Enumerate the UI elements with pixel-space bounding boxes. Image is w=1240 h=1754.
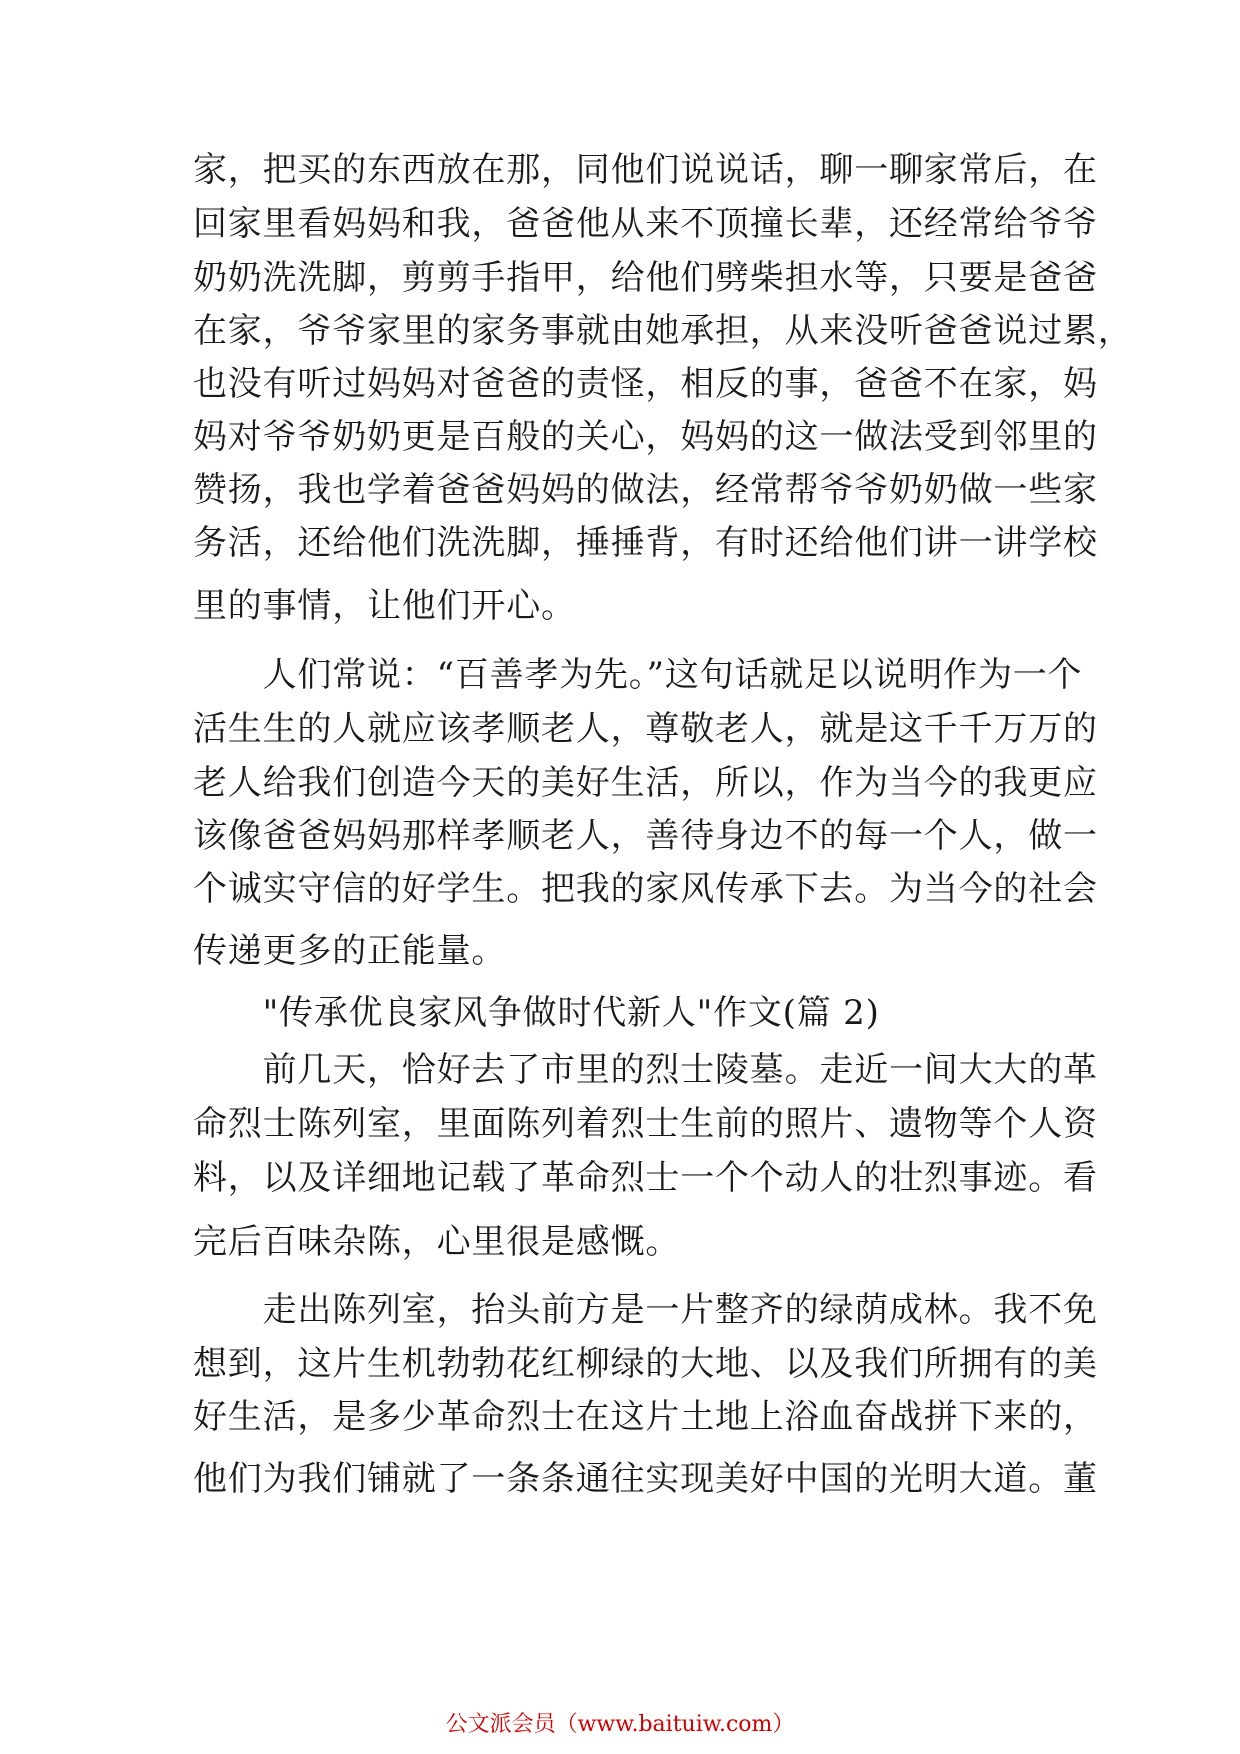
text-line: 料，以及详细地记载了革命烈士一个个动人的壮烈事迹。看 bbox=[193, 1158, 1098, 1198]
text-line: 个诚实守信的好学生。把我的家风传承下去。为当今的社会 bbox=[193, 869, 1098, 909]
text-line: 传递更多的正能量。 bbox=[193, 931, 507, 971]
text-line: 务活，还给他们洗洗脚，捶捶背，有时还给他们讲一讲学校 bbox=[193, 523, 1098, 563]
text-line: 老人给我们创造今天的美好生活，所以，作为当今的我更应 bbox=[193, 763, 1098, 803]
text-line: 人们常说：“百善孝为先。”这句话就足以说明作为一个 bbox=[193, 655, 1083, 695]
text-line: 也没有听过妈妈对爸爸的责怪，相反的事，爸爸不在家，妈 bbox=[193, 364, 1098, 404]
text-line: 完后百味杂陈，心里很是感慨。 bbox=[193, 1222, 681, 1262]
text-line: 家，把买的东西放在那，同他们说说话，聊一聊家常后，在 bbox=[193, 150, 1098, 190]
text-line: 想到，这片生机勃勃花红柳绿的大地、以及我们所拥有的美 bbox=[193, 1344, 1098, 1384]
text-line: 回家里看妈妈和我，爸爸他从来不顶撞长辈，还经常给爷爷 bbox=[193, 204, 1098, 244]
footer-watermark-link[interactable]: 公文派会员（www.baituiw.com） bbox=[445, 1712, 795, 1737]
text-line: 奶奶洗洗脚，剪剪手指甲，给他们劈柴担水等，只要是爸爸 bbox=[193, 258, 1098, 298]
essay-heading: "传承优良家风争做时代新人"作文(篇 2) bbox=[193, 993, 880, 1033]
text-line: 走出陈列室，抬头前方是一片整齐的绿荫成林。我不免 bbox=[193, 1290, 1098, 1330]
text-line: 命烈士陈列室，里面陈列着烈士生前的照片、遗物等个人资 bbox=[193, 1104, 1098, 1144]
text-line: 前几天，恰好去了市里的烈士陵墓。走近一间大大的革 bbox=[193, 1050, 1098, 1090]
text-line: 赞扬，我也学着爸爸妈妈的做法，经常帮爷爷奶奶做一些家 bbox=[193, 470, 1098, 510]
text-line: 他们为我们铺就了一条条通往实现美好中国的光明大道。董 bbox=[193, 1459, 1098, 1499]
text-line: 妈对爷爷奶奶更是百般的关心，妈妈的这一做法受到邻里的 bbox=[193, 417, 1098, 457]
text-line: 该像爸爸妈妈那样孝顺老人，善待身边不的每一个人，做一 bbox=[193, 816, 1098, 856]
text-line: 活生生的人就应该孝顺老人，尊敬老人，就是这千千万万的 bbox=[193, 709, 1098, 749]
text-line: 在家，爷爷家里的家务事就由她承担，从来没听爸爸说过累， bbox=[193, 311, 1133, 351]
text-line: 里的事情，让他们开心。 bbox=[193, 586, 576, 626]
text-line: 好生活，是多少革命烈士在这片土地上浴血奋战拼下来的， bbox=[193, 1397, 1098, 1437]
